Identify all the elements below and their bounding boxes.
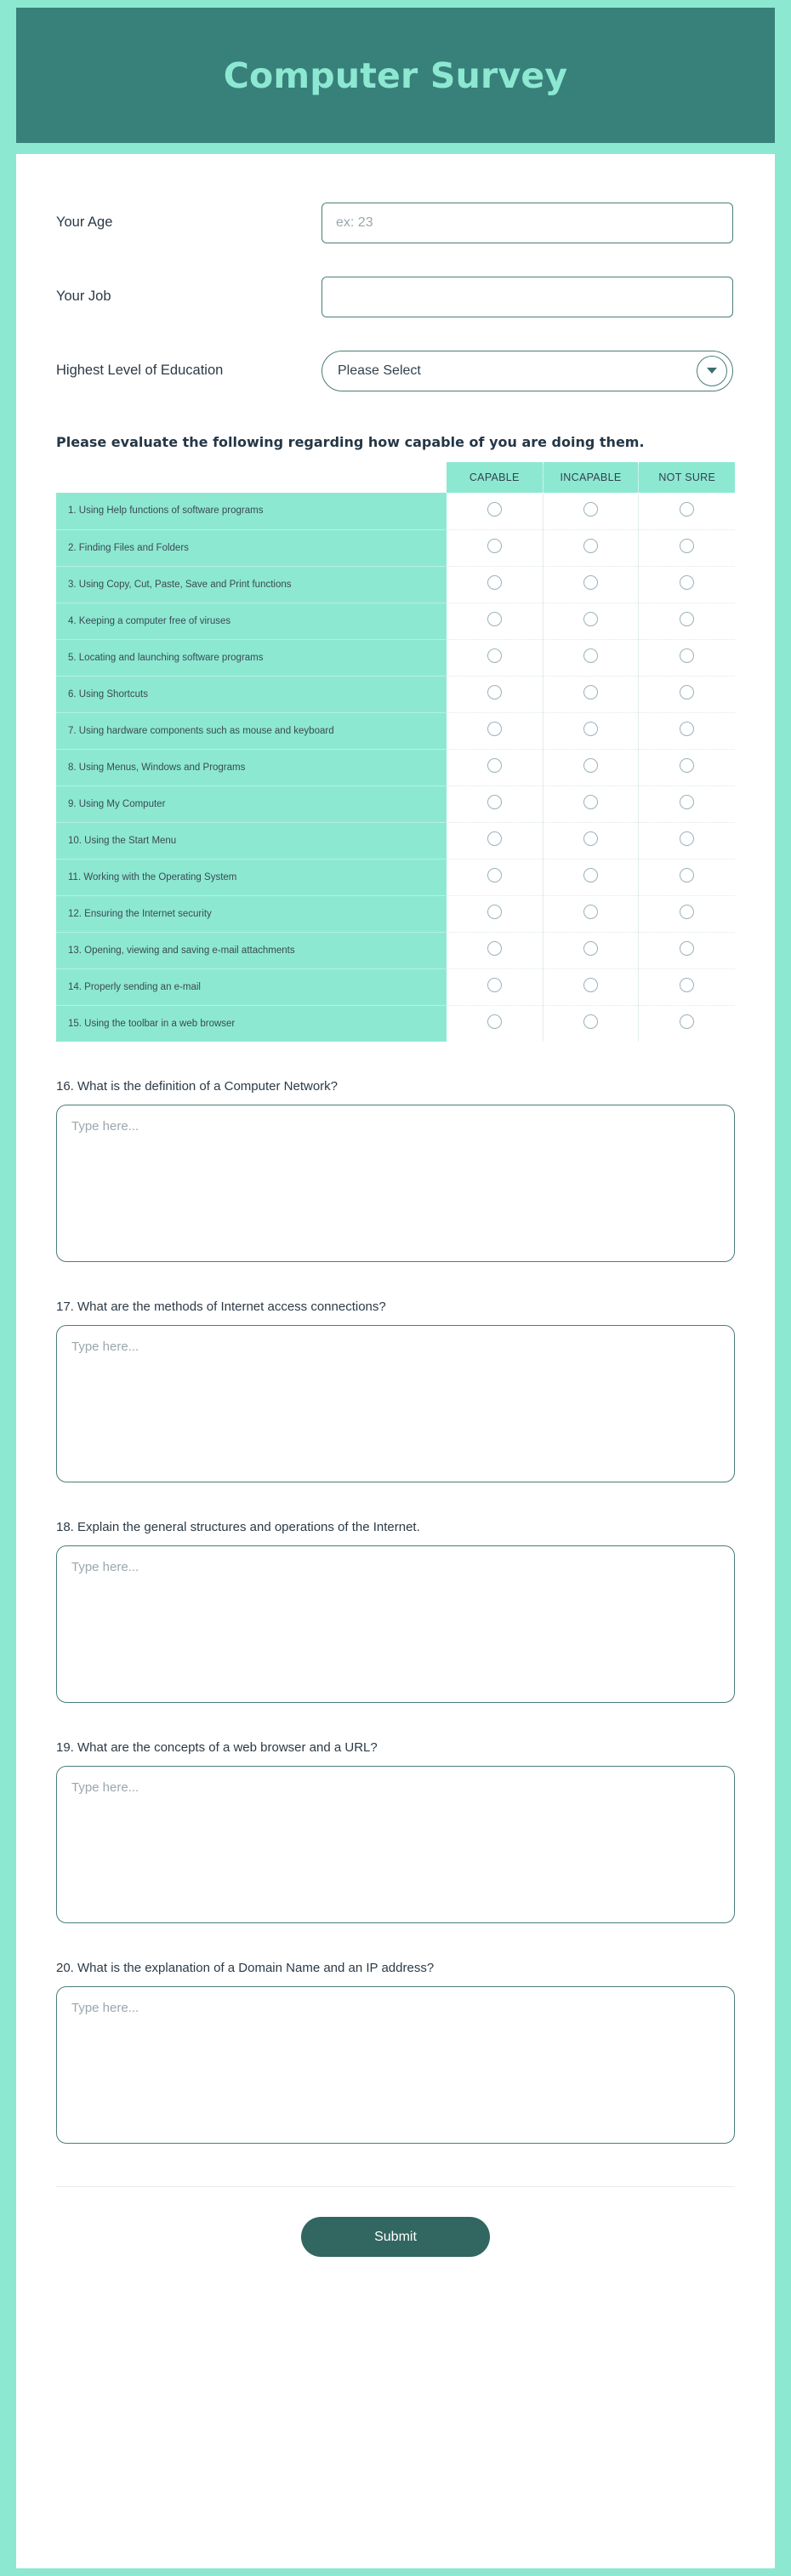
radio-button-icon[interactable] — [487, 722, 502, 736]
matrix-cell-r13-not-sure[interactable] — [639, 932, 735, 968]
matrix-column-header-not-sure: NOT SURE — [639, 462, 735, 493]
radio-button-icon[interactable] — [583, 1014, 598, 1029]
matrix-cell-r3-not-sure[interactable] — [639, 566, 735, 603]
age-input-placeholder: ex: 23 — [336, 214, 373, 230]
matrix-cell-r13-capable[interactable] — [447, 932, 543, 968]
field-row-age — [16, 198, 775, 247]
radio-button-icon[interactable] — [583, 722, 598, 736]
radio-button-icon[interactable] — [583, 941, 598, 956]
radio-button-icon[interactable] — [583, 795, 598, 809]
matrix-cell-r9-incapable[interactable] — [543, 785, 639, 822]
table-row — [56, 639, 735, 676]
education-label: Highest Level of Education — [56, 363, 224, 378]
capability-matrix-section — [16, 434, 775, 1042]
radio-button-icon[interactable] — [680, 685, 694, 700]
matrix-column-header-capable: CAPABLE — [447, 462, 543, 493]
matrix-row-label: 15. Using the toolbar in a web browser — [56, 1005, 447, 1042]
radio-button-icon[interactable] — [487, 612, 502, 626]
answer-textarea[interactable] — [56, 1986, 735, 2144]
matrix-cell-r11-capable[interactable] — [447, 859, 543, 895]
radio-button-icon[interactable] — [680, 648, 694, 663]
matrix-cell-r1-incapable[interactable] — [543, 493, 639, 529]
page-title: Computer Survey — [223, 54, 568, 96]
survey-form-container — [16, 8, 775, 2568]
matrix-cell-r10-not-sure[interactable] — [639, 822, 735, 859]
radio-button-icon[interactable] — [680, 978, 694, 992]
table-row — [56, 895, 735, 932]
question-text: 16. What is the definition of a Computer Network? — [56, 1079, 338, 1094]
radio-button-icon[interactable] — [680, 831, 694, 846]
matrix-cell-r9-capable[interactable] — [447, 785, 543, 822]
radio-button-icon[interactable] — [487, 868, 502, 882]
matrix-cell-r10-capable[interactable] — [447, 822, 543, 859]
matrix-cell-r7-incapable[interactable] — [543, 712, 639, 749]
answer-textarea-placeholder: Type here... — [71, 1780, 139, 1795]
radio-button-icon[interactable] — [487, 905, 502, 919]
matrix-cell-r6-capable[interactable] — [447, 676, 543, 712]
radio-button-icon[interactable] — [583, 612, 598, 626]
matrix-row-label: 14. Properly sending an e-mail — [56, 968, 447, 1005]
matrix-cell-r14-capable[interactable] — [447, 968, 543, 1005]
matrix-row-label: 4. Keeping a computer free of viruses — [56, 603, 447, 639]
radio-button-icon[interactable] — [680, 758, 694, 773]
radio-button-icon[interactable] — [680, 795, 694, 809]
matrix-corner-cell — [56, 462, 447, 493]
answer-textarea-placeholder: Type here... — [71, 1119, 139, 1134]
matrix-cell-r8-not-sure[interactable] — [639, 749, 735, 785]
matrix-cell-r15-not-sure[interactable] — [639, 1005, 735, 1042]
radio-button-icon[interactable] — [487, 648, 502, 663]
matrix-cell-r6-not-sure[interactable] — [639, 676, 735, 712]
matrix-cell-r9-not-sure[interactable] — [639, 785, 735, 822]
matrix-cell-r8-capable[interactable] — [447, 749, 543, 785]
matrix-cell-r7-not-sure[interactable] — [639, 712, 735, 749]
table-row — [56, 932, 735, 968]
matrix-row-label: 6. Using Shortcuts — [56, 676, 447, 712]
radio-button-icon[interactable] — [680, 905, 694, 919]
radio-button-icon[interactable] — [583, 905, 598, 919]
table-row — [56, 1005, 735, 1042]
matrix-cell-r14-not-sure[interactable] — [639, 968, 735, 1005]
matrix-cell-r12-incapable[interactable] — [543, 895, 639, 932]
answer-textarea-placeholder: Type here... — [71, 1339, 139, 1354]
table-row — [56, 968, 735, 1005]
matrix-row-label: 11. Working with the Operating System — [56, 859, 447, 895]
matrix-cell-r10-incapable[interactable] — [543, 822, 639, 859]
table-row — [56, 749, 735, 785]
question-block — [56, 1961, 735, 2144]
matrix-cell-r15-capable[interactable] — [447, 1005, 543, 1042]
radio-button-icon[interactable] — [583, 648, 598, 663]
answer-textarea-placeholder: Type here... — [71, 1560, 139, 1574]
answer-textarea[interactable] — [56, 1766, 735, 1923]
form-header — [16, 8, 775, 143]
field-row-job — [16, 272, 775, 321]
matrix-prompt: Please evaluate the following regarding how capable of you are doing them. — [56, 434, 645, 450]
matrix-row-label: 7. Using hardware components such as mouse and keyboard — [56, 712, 447, 749]
question-text: 19. What are the concepts of a web browser and a URL? — [56, 1740, 378, 1755]
table-row — [56, 859, 735, 895]
radio-button-icon[interactable] — [487, 941, 502, 956]
radio-button-icon[interactable] — [583, 978, 598, 992]
table-row — [56, 822, 735, 859]
matrix-cell-r4-incapable[interactable] — [543, 603, 639, 639]
radio-button-icon[interactable] — [680, 502, 694, 517]
matrix-row-label: 2. Finding Files and Folders — [56, 529, 447, 566]
answer-textarea[interactable] — [56, 1545, 735, 1703]
matrix-cell-r7-capable[interactable] — [447, 712, 543, 749]
matrix-row-label: 9. Using My Computer — [56, 785, 447, 822]
radio-button-icon[interactable] — [583, 831, 598, 846]
matrix-cell-r3-capable[interactable] — [447, 566, 543, 603]
matrix-row-label: 12. Ensuring the Internet security — [56, 895, 447, 932]
matrix-cell-r1-capable[interactable] — [447, 493, 543, 529]
submit-button[interactable]: Submit — [301, 2217, 490, 2257]
radio-button-icon[interactable] — [487, 831, 502, 846]
question-block — [56, 1299, 735, 1482]
matrix-cell-r8-incapable[interactable] — [543, 749, 639, 785]
matrix-cell-r15-incapable[interactable] — [543, 1005, 639, 1042]
chevron-down-icon[interactable] — [697, 356, 727, 386]
education-select[interactable] — [322, 351, 733, 391]
radio-button-icon[interactable] — [583, 685, 598, 700]
matrix-cell-r14-incapable[interactable] — [543, 968, 639, 1005]
matrix-cell-r5-incapable[interactable] — [543, 639, 639, 676]
table-row — [56, 529, 735, 566]
matrix-row-label: 13. Opening, viewing and saving e-mail attachments — [56, 932, 447, 968]
matrix-cell-r3-incapable[interactable] — [543, 566, 639, 603]
radio-button-icon[interactable] — [680, 539, 694, 553]
form-body — [16, 198, 775, 2257]
radio-button-icon[interactable] — [487, 1014, 502, 1029]
matrix-column-header-incapable: INCAPABLE — [543, 462, 639, 493]
question-block — [56, 1520, 735, 1703]
form-footer — [16, 2187, 775, 2257]
radio-button-icon[interactable] — [680, 722, 694, 736]
matrix-cell-r11-not-sure[interactable] — [639, 859, 735, 895]
radio-button-icon[interactable] — [680, 612, 694, 626]
matrix-row-label: 5. Locating and launching software programs — [56, 639, 447, 676]
matrix-body — [56, 493, 735, 1042]
matrix-cell-r11-incapable[interactable] — [543, 859, 639, 895]
radio-button-icon[interactable] — [487, 575, 502, 590]
radio-button-icon[interactable] — [680, 868, 694, 882]
radio-button-icon[interactable] — [487, 539, 502, 553]
table-row — [56, 603, 735, 639]
question-text: 20. What is the explanation of a Domain Name and an IP address? — [56, 1961, 435, 1975]
radio-button-icon[interactable] — [680, 575, 694, 590]
open-questions-section — [16, 1079, 775, 2144]
matrix-cell-r1-not-sure[interactable] — [639, 493, 735, 529]
table-row — [56, 712, 735, 749]
matrix-row-label: 3. Using Copy, Cut, Paste, Save and Print functions — [56, 566, 447, 603]
matrix-header-row — [56, 462, 735, 493]
radio-button-icon[interactable] — [487, 758, 502, 773]
radio-button-icon[interactable] — [487, 978, 502, 992]
header-accent-divider — [16, 143, 775, 154]
table-row — [56, 785, 735, 822]
matrix-cell-r2-incapable[interactable] — [543, 529, 639, 566]
matrix-cell-r12-not-sure[interactable] — [639, 895, 735, 932]
matrix-cell-r5-not-sure[interactable] — [639, 639, 735, 676]
radio-button-icon[interactable] — [583, 868, 598, 882]
radio-button-icon[interactable] — [487, 685, 502, 700]
question-text: 17. What are the methods of Internet access connections? — [56, 1299, 386, 1314]
matrix-cell-r13-incapable[interactable] — [543, 932, 639, 968]
question-block — [56, 1079, 735, 1262]
age-input[interactable] — [322, 203, 733, 243]
answer-textarea-placeholder: Type here... — [71, 2001, 139, 2015]
matrix-row-label: 1. Using Help functions of software programs — [56, 493, 447, 529]
matrix-cell-r12-capable[interactable] — [447, 895, 543, 932]
answer-textarea[interactable] — [56, 1325, 735, 1482]
table-row — [56, 566, 735, 603]
radio-button-icon[interactable] — [583, 575, 598, 590]
field-row-education — [16, 346, 775, 395]
matrix-row-label: 8. Using Menus, Windows and Programs — [56, 749, 447, 785]
matrix-cell-r4-capable[interactable] — [447, 603, 543, 639]
radio-button-icon[interactable] — [583, 502, 598, 517]
radio-button-icon[interactable] — [680, 1014, 694, 1029]
radio-button-icon[interactable] — [487, 502, 502, 517]
matrix-cell-r2-capable[interactable] — [447, 529, 543, 566]
question-block — [56, 1740, 735, 1923]
job-input[interactable] — [322, 277, 733, 317]
radio-button-icon[interactable] — [680, 941, 694, 956]
matrix-row-label: 10. Using the Start Menu — [56, 822, 447, 859]
capability-matrix-table — [56, 462, 735, 1042]
matrix-cell-r4-not-sure[interactable] — [639, 603, 735, 639]
job-label: Your Job — [56, 288, 111, 304]
table-row — [56, 493, 735, 529]
radio-button-icon[interactable] — [487, 795, 502, 809]
table-row — [56, 676, 735, 712]
radio-button-icon[interactable] — [583, 539, 598, 553]
matrix-cell-r5-capable[interactable] — [447, 639, 543, 676]
question-text: 18. Explain the general structures and operations of the Internet. — [56, 1520, 420, 1534]
answer-textarea[interactable] — [56, 1105, 735, 1262]
education-select-value: Please Select — [338, 363, 421, 378]
age-label: Your Age — [56, 214, 113, 230]
matrix-cell-r6-incapable[interactable] — [543, 676, 639, 712]
radio-button-icon[interactable] — [583, 758, 598, 773]
matrix-cell-r2-not-sure[interactable] — [639, 529, 735, 566]
